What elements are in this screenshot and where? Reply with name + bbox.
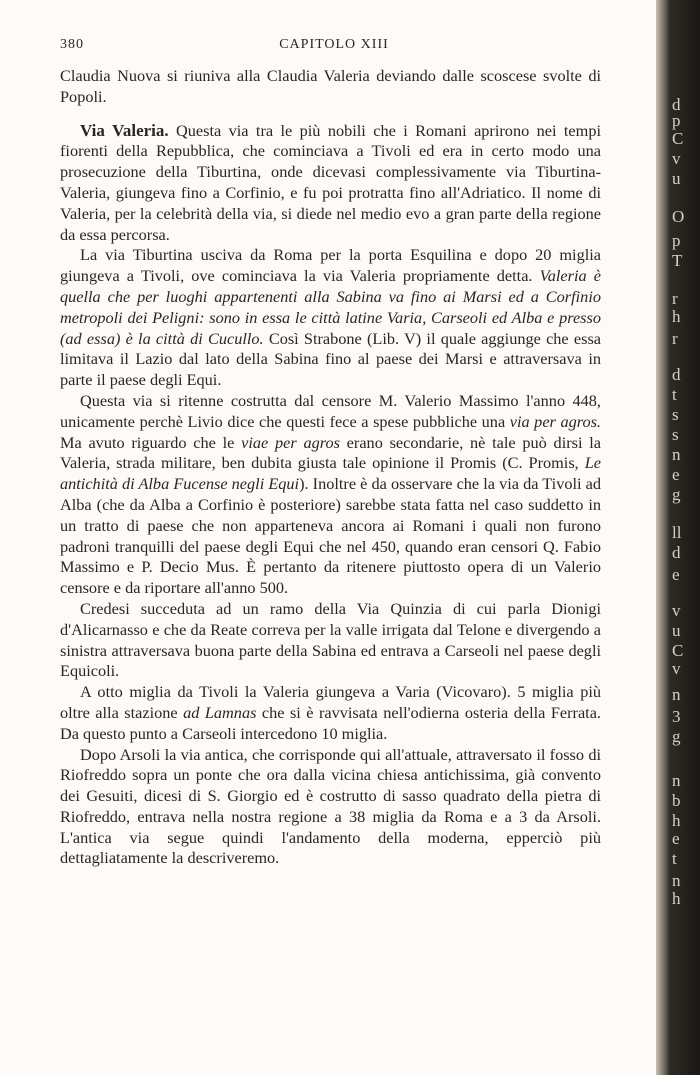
facing-page-fragment: n	[672, 771, 681, 790]
paragraph-vicovaro	[60, 682, 601, 744]
paragraph-text: Ma avuto riguardo che le	[60, 432, 242, 452]
facing-page-fragment: u	[672, 169, 681, 188]
facing-page-fragment: e	[672, 829, 680, 848]
italic-term: via per agros.	[509, 411, 602, 431]
italic-term: ad Lamnas	[183, 702, 257, 722]
paragraph-text: erano secondarie, nè tale può dirsi la Valeria, strada militare, ben dubita giusta tale opinione il Promis (C. Promis,	[60, 432, 601, 473]
paragraph-text: Questa via si ritenne costrutta dal censore M. Valerio Massimo l'anno 448, unicamente perchè Livio dice che questi fece a spese pubbliche una	[60, 390, 601, 431]
facing-page-fragment: h	[672, 811, 681, 830]
facing-page-fragment: h	[672, 307, 681, 326]
facing-page-fragment: C	[672, 129, 684, 148]
facing-page-fragment: h	[672, 889, 681, 908]
facing-page-fragment: e	[672, 465, 680, 484]
paragraph-text: che si è ravvisata nell'odierna osteria della Ferrata. Da questo punto a Carseoli intercedono 10 miglia.	[60, 702, 601, 743]
citation-title: Le antichità di Alba Fucense negli Equi	[60, 453, 601, 494]
facing-page-fragment: n	[672, 685, 681, 704]
facing-page-fragment: u	[672, 621, 681, 640]
paragraph-text: La via Tiburtina usciva da Roma per la porta Esquilina e dopo 20 miglia giungeva a Tivoli, ove cominciava la via Valeria propriamente detta.	[60, 245, 601, 286]
italic-term: viae per agros	[241, 432, 340, 452]
facing-page-fragment: d	[672, 543, 681, 562]
facing-page-fragment: 3	[672, 707, 681, 726]
facing-page-fragment: s	[672, 405, 679, 424]
facing-page-fragment: ll	[672, 523, 682, 542]
page-body	[60, 66, 601, 869]
facing-page-fragment: n	[672, 871, 681, 890]
facing-page-fragment: e	[672, 565, 680, 584]
facing-page-fragment: b	[672, 791, 681, 810]
paragraph-claudia: Claudia Nuova si riuniva alla Claudia Valeria deviando dalle scoscese svolte di Popoli.	[60, 66, 601, 106]
paragraph-tiburtina	[60, 245, 601, 391]
paragraph-text: Così Strabone (Lib. V) il quale aggiunge che essa limitava il Lazio dal lato della Sabina fino al paese dei Marsi e attraversava in parte il paese degli Equi.	[60, 328, 602, 390]
paragraph-via-quinzia: Credesi succeduta ad un ramo della Via Quinzia di cui parla Dionigi d'Alicarnasso e che da Reate correva per la valle irrigata dal Telone e divergendo a sinistra attraversava buona parte della Sabina ed entrava a Carseoli nel paese degli Equicoli.	[60, 598, 601, 681]
facing-page-fragment: r	[672, 329, 678, 348]
paragraph-via-valeria	[60, 121, 601, 246]
facing-page-fragment: t	[672, 849, 677, 868]
facing-page-fragment: g	[672, 485, 681, 504]
paragraph-text: ). Inoltre è da osservare che la via da Tivoli ad Alba (che da Alba a Corfinio è posteriore) sarebbe stata fatta nel caso suddetto in un tratto di paese che non apparteneva ancora ai Romani i quali non furono padroni tranquilli del paese degli Equi che nel 450, quando eran censori Q. Fabio Massimo e P. Decio Mus. È pertanto da ritenere piuttosto opera di un Valerio censore e da riportare all'anno 500.	[60, 474, 601, 598]
paragraph-text: Questa via tra le più nobili che i Romani aprirono nei tempi fiorenti della Repubblica, che cominciava a Tivoli ed era in certo modo una prosecuzione della Tiburtina, onde dicevasi complessivamente via Tiburtina-Valeria, giungeva fino a Corfinio, e fu poi protratta fino all'Adriatico. Il nome di Valeria, per la celebrità della via, si diede nel medio evo a gran parte della regione da essa percorsa.	[60, 120, 601, 244]
facing-page-fragment: n	[672, 445, 681, 464]
running-head: CAPITOLO XIII	[279, 37, 389, 52]
facing-page-fragment: C	[672, 641, 684, 660]
facing-page-fragment: p	[672, 111, 681, 130]
page-header	[60, 37, 608, 61]
facing-page-fragment: r	[672, 289, 678, 308]
paragraph-censore	[60, 391, 601, 599]
facing-page-fragment: s	[672, 425, 679, 444]
facing-page-fragment: p	[672, 231, 681, 250]
page-number: 380	[60, 37, 84, 52]
facing-page-fragment: T	[672, 251, 683, 270]
facing-page-fragment: d	[672, 95, 681, 114]
strabo-quote: Valeria è quella che per luoghi appartenenti alla Sabina va fino ai Marsi ed a Corfinio metropoli dei Peligni: sono in essa le città latine Varia, Carseoli ed Alba e presso (ad essa) è la città di Cucullo.	[60, 266, 602, 348]
facing-page-fragment: v	[672, 659, 681, 678]
facing-page-fragment: v	[672, 601, 681, 620]
paragraph-text: A otto miglia da Tivoli la Valeria giungeva a Varia (Vicovaro). 5 miglia più oltre alla stazione	[60, 682, 601, 722]
facing-page-fragment: t	[672, 385, 677, 404]
facing-page-fragment: O	[672, 207, 685, 226]
section-heading: Via Valeria.	[80, 120, 169, 140]
facing-page-fragment: g	[672, 727, 681, 746]
facing-page-fragment: d	[672, 365, 681, 384]
facing-page-fragment: v	[672, 149, 681, 168]
paragraph-arsoli: Dopo Arsoli la via antica, che corrisponde qui all'attuale, attraversato il fosso di Riofreddo sopra un ponte che ora dalla vicina chiesa antichissima, già convento dei Gesuiti, dicesi di S. Giorgio ed è costrutto di sasso quadrato della pietra di Riofreddo, entrava nella nostra regione a 38 miglia da Roma e a 3 da Arsoli. L'antica via segue quindi l'andamento della moderna, epperciò più dettagliatamente la descriveremo.	[60, 744, 601, 868]
